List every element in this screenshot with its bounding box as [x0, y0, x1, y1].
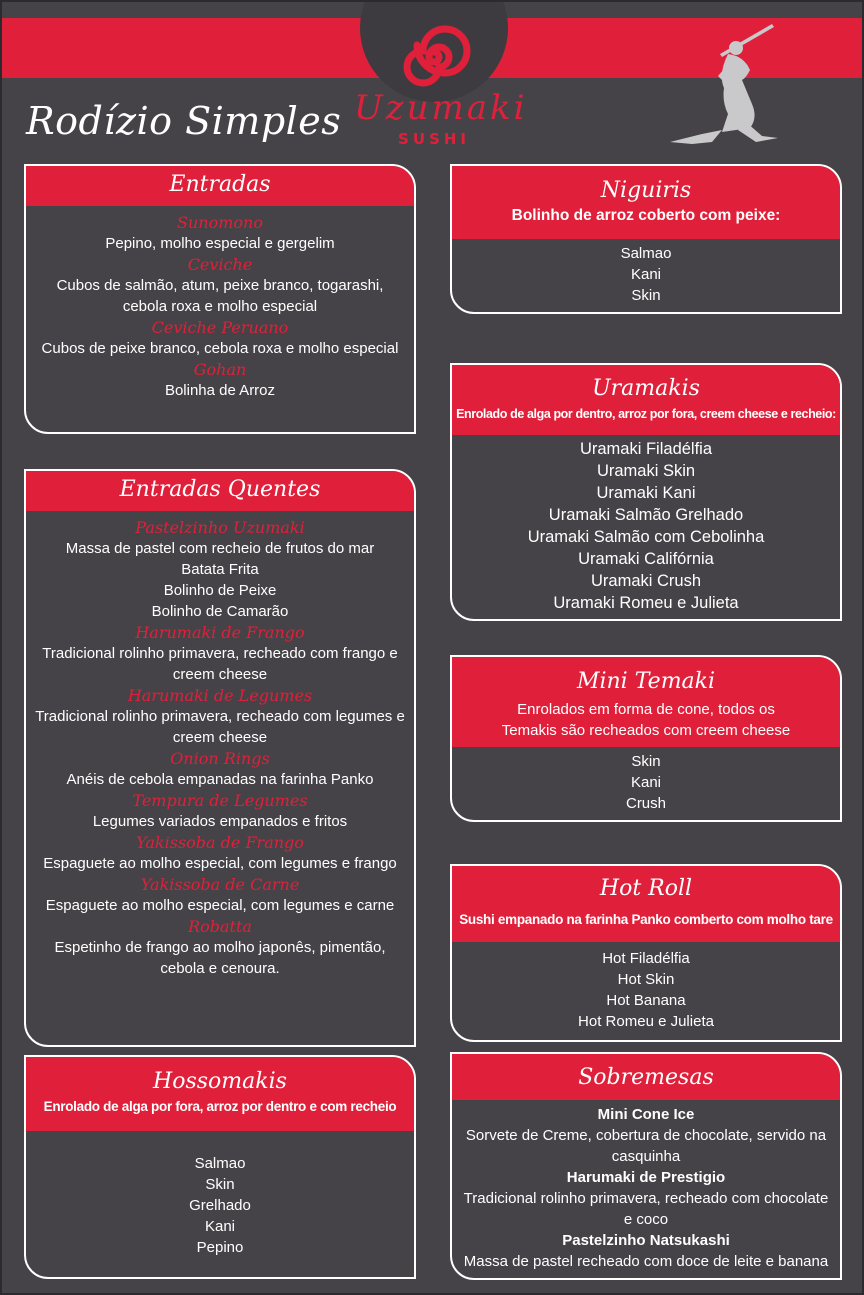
card-body	[452, 747, 840, 814]
card-sobremesas	[450, 1052, 842, 1280]
section-title: Mini Temaki	[576, 669, 716, 694]
card-header	[452, 1054, 840, 1100]
card-header	[452, 657, 840, 747]
menu-item: Kani	[204, 1218, 236, 1235]
card-header	[452, 866, 840, 942]
card-header	[26, 1057, 414, 1131]
dish-name: Robatta	[188, 917, 252, 936]
dish-description: Bolinho de Camarão	[151, 603, 289, 620]
section-subtitle: Bolinho de arroz coberto com peixe:	[511, 207, 781, 224]
menu-item: Uramaki Kani	[596, 484, 696, 502]
dish-description: Pepino, molho especial e gergelim	[105, 235, 335, 252]
menu-item: Hot Romeu e Julieta	[578, 1013, 714, 1030]
card-body	[452, 1100, 840, 1272]
card-niguiris	[450, 164, 842, 314]
menu-item: Salmao	[194, 1155, 246, 1172]
section-title: Entradas Quentes	[119, 477, 321, 502]
card-header	[452, 365, 840, 435]
card-body	[26, 511, 414, 979]
menu-item: Hot Banana	[606, 992, 686, 1009]
menu-item: Uramaki Salmão Grelhado	[548, 506, 744, 524]
section-title: Uramakis	[592, 376, 700, 401]
dish-name: Gohan	[193, 360, 247, 379]
dessert-name: Pastelzinho Natsukashi	[562, 1232, 730, 1249]
dessert-name: Mini Cone Ice	[597, 1106, 695, 1123]
card-header	[452, 166, 840, 239]
section-subtitle: Enrolado de alga por fora, arroz por dentro e com recheio	[43, 1099, 397, 1114]
card-header	[26, 166, 414, 206]
dish-name: Yakissoba de Frango	[136, 833, 304, 852]
dish-description: Espetinho de frango ao molho japonês, pimentão, cebola e cenoura.	[54, 939, 386, 977]
dessert-description: Massa de pastel recheado com doce de leite e banana	[463, 1253, 829, 1270]
card-header	[26, 471, 414, 511]
menu-item: Salmao	[620, 245, 672, 262]
dish-description: Cubos de salmão, atum, peixe branco, togarashi, cebola roxa e molho especial	[56, 277, 384, 315]
menu-item: Grelhado	[189, 1197, 251, 1214]
page-title: Rodízio Simples	[26, 99, 342, 143]
section-title: Entradas	[169, 172, 271, 197]
section-title: Hot Roll	[599, 876, 693, 901]
dish-description: Batata Frita	[181, 561, 259, 578]
menu-item: Pepino	[196, 1239, 244, 1256]
dish-name: Onion Rings	[170, 749, 270, 768]
dish-name: Harumaki de Legumes	[127, 686, 313, 705]
dish-description: Cubos de peixe branco, cebola roxa e molho especial	[41, 340, 399, 357]
card-body	[26, 1131, 414, 1258]
dish-description: Tradicional rolinho primavera, recheado com frango e creem cheese	[42, 645, 398, 683]
menu-item: Hot Skin	[617, 971, 675, 988]
section-subtitle: Enrolado de alga por dentro, arroz por fora, creem cheese e recheio:	[456, 407, 836, 421]
logo-name: Uzumaki	[354, 88, 528, 128]
menu-item: Kani	[630, 266, 662, 283]
dish-name: Pastelzinho Uzumaki	[135, 518, 305, 537]
dish-description: Espaguete ao molho especial, com legumes e frango	[43, 855, 397, 872]
dish-name: Ceviche Peruano	[151, 318, 289, 337]
menu-item: Hot Filadélfia	[602, 950, 690, 967]
card-body	[452, 435, 840, 614]
menu-item: Uramaki Salmão com Cebolinha	[527, 528, 765, 546]
menu-item: Uramaki Califórnia	[578, 550, 714, 568]
dish-name: Sunomono	[177, 213, 263, 232]
dish-description: Anéis de cebola empanadas na farinha Panko	[66, 771, 374, 788]
menu-item: Kani	[630, 774, 662, 791]
dessert-description: Sorvete de Creme, cobertura de chocolate, servido na casquinha	[465, 1127, 827, 1165]
section-title: Sobremesas	[578, 1065, 714, 1090]
spiral-logo-icon	[395, 18, 473, 96]
card-mini-temaki	[450, 655, 842, 822]
section-subtitle: Enrolados em forma de cone, todos os Temakis são recheados com creem cheese	[501, 701, 791, 739]
samurai-silhouette-icon	[662, 18, 782, 148]
card-entradas-quentes	[24, 469, 416, 1047]
dish-name: Harumaki de Frango	[135, 623, 305, 642]
dish-name: Yakissoba de Carne	[140, 875, 300, 894]
menu-item: Uramaki Skin	[596, 462, 696, 480]
dish-name: Ceviche	[187, 255, 253, 274]
menu-item: Skin	[205, 1176, 235, 1193]
dessert-description: Tradicional rolinho primavera, recheado com chocolate e coco	[463, 1190, 829, 1228]
menu-item: Uramaki Filadélfia	[579, 440, 713, 458]
card-hot-roll	[450, 864, 842, 1042]
menu-item: Crush	[625, 795, 666, 812]
card-body	[452, 942, 840, 1032]
card-body	[26, 206, 414, 401]
menu-item: Uramaki Crush	[590, 572, 702, 590]
card-entradas	[24, 164, 416, 434]
card-hossomakis	[24, 1055, 416, 1279]
dish-description: Espaguete ao molho especial, com legumes e carne	[45, 897, 395, 914]
dish-name: Tempura de Legumes	[132, 791, 308, 810]
menu-item: Skin	[631, 753, 661, 770]
dish-description: Bolinho de Peixe	[163, 582, 277, 599]
dish-description: Massa de pastel com recheio de frutos do mar	[65, 540, 375, 557]
card-body	[452, 239, 840, 306]
dish-description: Tradicional rolinho primavera, recheado com legumes e creem cheese	[35, 708, 405, 746]
section-subtitle: Sushi empanado na farinha Panko comberto com molho tare	[459, 912, 833, 927]
dessert-name: Harumaki de Prestigio	[566, 1169, 726, 1186]
menu-item: Uramaki Romeu e Julieta	[553, 594, 739, 612]
card-uramakis	[450, 363, 842, 621]
dish-description: Legumes variados empanados e fritos	[92, 813, 348, 830]
menu-item: Skin	[631, 287, 661, 304]
section-title: Hossomakis	[153, 1069, 287, 1094]
logo-subtitle: SUSHI	[398, 130, 470, 148]
dish-description: Bolinha de Arroz	[164, 382, 276, 399]
section-title: Niguiris	[600, 178, 692, 203]
